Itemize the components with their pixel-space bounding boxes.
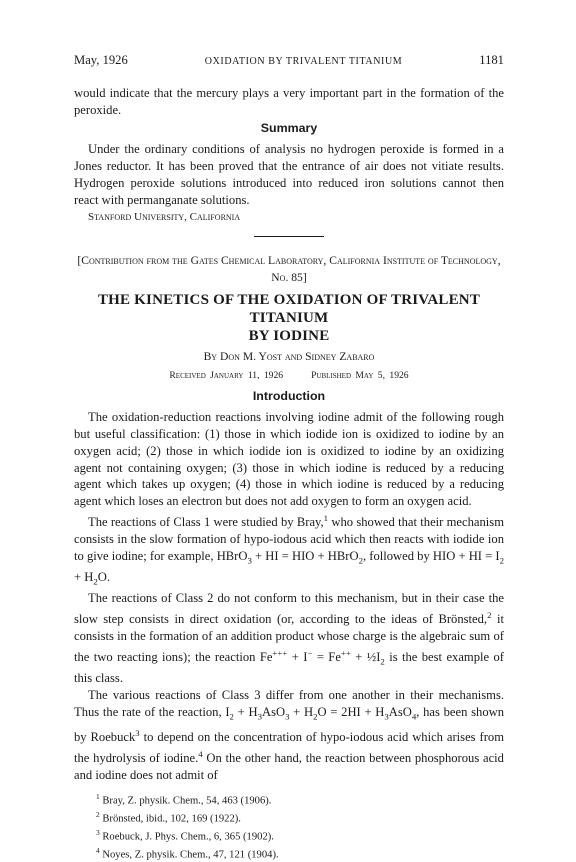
subscript: 3 bbox=[384, 711, 389, 722]
subscript: 3 bbox=[247, 555, 252, 566]
header-date: May, 1926 bbox=[74, 53, 128, 67]
text-run: O = 2HI + H bbox=[317, 705, 385, 720]
text-run: + ½I bbox=[350, 650, 381, 665]
article-title-line-2: BY IODINE bbox=[248, 327, 330, 344]
footnote-text: Bray, Z. physik. Chem., 54, 463 (1906). bbox=[102, 795, 272, 807]
text-run: , has been shown by Roebuck bbox=[74, 705, 505, 745]
article-title bbox=[74, 291, 504, 345]
text-run: + H bbox=[233, 705, 258, 720]
text-run: The reactions of Class 1 were studied by Bray, bbox=[88, 515, 324, 530]
footnote-ref: 2 bbox=[487, 610, 492, 621]
footnotes bbox=[96, 790, 504, 862]
footnote-ref: 4 bbox=[198, 749, 203, 760]
footnote bbox=[96, 826, 504, 844]
text-run: it consists in the formation of an addition product whose charge is the algebraic sum of the two reacting ions); the reaction Fe bbox=[74, 612, 504, 665]
superscript: ++ bbox=[340, 647, 351, 658]
subscript: 4 bbox=[411, 711, 417, 722]
running-header bbox=[74, 52, 504, 71]
footnote bbox=[96, 808, 504, 826]
superscript: − bbox=[307, 647, 313, 658]
text-run: = Fe bbox=[312, 650, 341, 665]
text-run: + I bbox=[287, 650, 308, 665]
footnote-number: 4 bbox=[96, 845, 100, 855]
subscript: 2 bbox=[358, 555, 363, 566]
footnote-number: 1 bbox=[96, 792, 100, 802]
text-run: The various reactions of Class 3 differ from one another in their mechanisms. Thus the rate of the reaction, I bbox=[74, 688, 504, 720]
footnote-number: 3 bbox=[96, 827, 100, 837]
page-number: 1181 bbox=[479, 53, 504, 67]
subscript: 2 bbox=[93, 576, 98, 587]
summary-text: Under the ordinary conditions of analysis no hydrogen peroxide is formed in a Jones reductor. It has been proved that the entrance of air does not vitiate results. Hydrogen peroxide solutions introduced into reduced iron solutions cannot then react with permanganate solutions. bbox=[74, 142, 504, 207]
footnote-ref: 1 bbox=[323, 512, 329, 523]
intro-paragraph-4 bbox=[74, 687, 504, 784]
superscript: +++ bbox=[272, 647, 288, 658]
carryover-paragraph: would indicate that the mercury plays a very important part in the formation of the peroxide. bbox=[74, 85, 504, 117]
text-run: + HI = HIO + HBrO bbox=[251, 548, 359, 563]
footnote-text: Brönsted, ibid., 102, 169 (1922). bbox=[102, 813, 241, 825]
text-run: to depend on the concentration of hypo-iodous acid which arises from the hydrolysis of iodine. bbox=[74, 730, 504, 766]
introduction-heading: Introduction bbox=[252, 389, 326, 404]
intro-paragraph-2 bbox=[74, 510, 504, 590]
affiliation: Stanford University, California bbox=[88, 211, 241, 224]
subscript: 2 bbox=[229, 711, 234, 722]
text-run: O. bbox=[97, 570, 111, 585]
text-run: AsO bbox=[261, 705, 286, 720]
footnote bbox=[96, 790, 504, 808]
journal-page bbox=[74, 52, 504, 862]
subscript: 2 bbox=[380, 656, 385, 667]
footnote-number: 2 bbox=[96, 810, 100, 820]
subscript: 2 bbox=[499, 555, 505, 566]
intro-paragraph-1: The oxidation-reduction reactions involving iodine admit of the following rough but useful classification: (1) those in which iodide ion is oxidized to iodine by an oxygen acid; (2) those in which iodide ion is oxidized to iodine by an oxidizing agent not containing oxygen; (3) those in which iodine is reduced by a reducing agent which takes up oxygen; (4) those in which iodine is reduced by a reducing agent which loses an electron but does not add oxygen to form an oxygen acid. bbox=[74, 410, 504, 509]
text-run: + H bbox=[289, 705, 314, 720]
footnote-text: Noyes, Z. physik. Chem., 47, 121 (1904). bbox=[102, 849, 279, 861]
dates-line bbox=[74, 368, 504, 385]
subscript: 2 bbox=[313, 711, 318, 722]
article-title-line-1: THE KINETICS OF THE OXIDATION OF TRIVALENT TITANIUM bbox=[97, 291, 481, 326]
intro-paragraph-3 bbox=[74, 590, 504, 687]
subscript: 3 bbox=[257, 711, 262, 722]
summary-heading: Summary bbox=[260, 121, 318, 136]
contribution-note: [Contribution from the Gates Chemical Laboratory, California Institute of Technology, No. 85] bbox=[77, 254, 501, 284]
received-date: Received January 11, 1926 bbox=[169, 369, 284, 381]
text-run: who showed that their mechanism consists in the slow formation of hypo-iodous acid which then reacts with iodide ion to give iodine; for example, HBrO bbox=[74, 515, 504, 563]
published-date: Published May 5, 1926 bbox=[311, 369, 409, 381]
header-title: OXIDATION BY TRIVALENT TITANIUM bbox=[204, 56, 403, 67]
text-run: AsO bbox=[388, 705, 412, 720]
text-run: The reactions of Class 2 do not conform to this mechanism, but in their case the slow step consists in direct oxidation (or, according to the ideas of Brönsted, bbox=[74, 591, 504, 627]
text-run: On the other hand, the reaction between phosphorous acid and iodine does not admit of bbox=[74, 751, 504, 783]
text-run: + H bbox=[74, 570, 94, 585]
text-run: is the best example of this class. bbox=[74, 650, 504, 686]
footnote-text: Roebuck, J. Phys. Chem., 6, 365 (1902). bbox=[102, 831, 274, 843]
subscript: 3 bbox=[285, 711, 290, 722]
section-divider bbox=[254, 236, 324, 237]
author-byline: By Don M. Yost and Sidney Zabaro bbox=[203, 349, 375, 363]
text-run: , followed by HIO + HI = I bbox=[362, 548, 500, 563]
footnote-ref: 3 bbox=[135, 728, 140, 739]
